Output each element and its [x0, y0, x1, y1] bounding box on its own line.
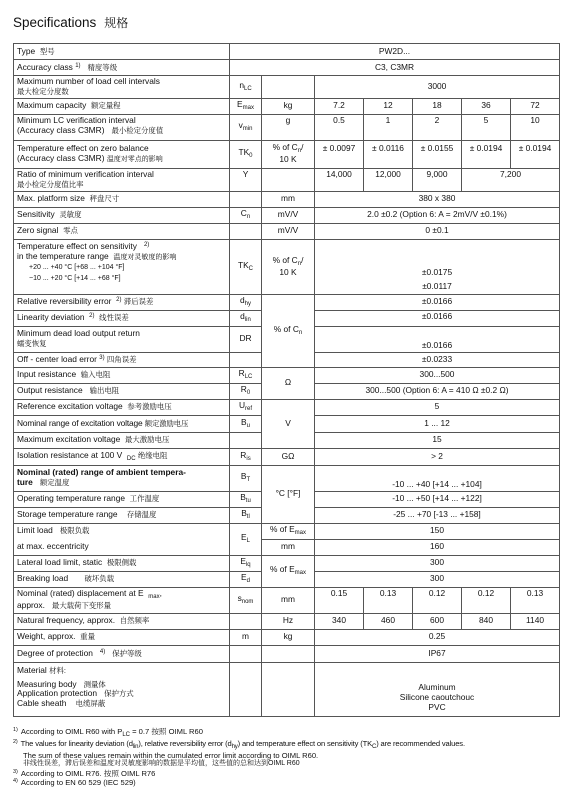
dlin-value: ±0.0166	[315, 310, 560, 326]
zero-unit: mV/V	[262, 223, 315, 239]
platform-label-cn: 秤盘尺寸	[89, 194, 120, 204]
type-label-cn: 型号	[39, 46, 55, 56]
footnote-ref: 2)	[116, 297, 122, 304]
elq-label-cn: 极限侧载	[106, 558, 137, 568]
footnote-ref: 4)	[99, 648, 106, 655]
title-cn: 规格	[104, 16, 129, 30]
type-value: PW2D...	[230, 44, 560, 60]
limit-label: Limit load	[17, 525, 53, 536]
ris-label: Isolation resistance at 100 V	[17, 449, 123, 460]
vmin-label: Minimum LC verification interval	[17, 114, 136, 125]
accuracy-label: Accuracy class	[17, 61, 73, 72]
rlc-label-cn: 输入电阻	[80, 370, 111, 380]
snom-label-cn: 最大载荷下变形量	[51, 601, 112, 611]
row-max-capacity	[14, 98, 560, 114]
tk0-value: ± 0.0155	[413, 140, 462, 168]
row-zero-signal	[14, 223, 560, 239]
snom-label-2: approx.	[17, 600, 45, 611]
type-label: Type	[17, 45, 36, 56]
sens-label-cn: 灵敏度	[59, 210, 82, 220]
dlin-label: Linearity deviation	[17, 312, 85, 323]
elq-value: 300	[315, 555, 560, 571]
dr-value: ±0.0166	[315, 326, 560, 352]
snom-unit: mm	[262, 587, 315, 613]
uref-label-cn: 参考激励电压	[127, 402, 172, 412]
dlin-symbol: $d_{lin}$	[230, 310, 262, 326]
tk0-label: Temperature effect on zero balance	[17, 143, 149, 154]
ris-symbol: $R_{is}$	[230, 448, 262, 465]
limit-label-cn: 极限负载	[59, 526, 90, 536]
accuracy-value: C3, C3MR	[230, 60, 560, 76]
ris-value: > 2	[315, 448, 560, 465]
row-platform-size	[14, 191, 560, 207]
nlc-label-cn: 最大检定分度数	[17, 86, 69, 96]
weight-symbol: m	[230, 629, 262, 645]
row-reference-voltage	[14, 399, 560, 415]
tkc-symbol: $TK_C$	[230, 239, 262, 294]
protect-label: Degree of protection	[17, 647, 93, 658]
maxv-label-cn: 最大激励电压	[125, 435, 170, 445]
btu-label: Operating temperature range	[17, 493, 126, 504]
tkc-label-2: in the temperature range	[17, 250, 109, 261]
accuracy-label-cn: 精度等级	[87, 62, 118, 72]
vmin-value: 10	[511, 114, 560, 140]
footnote-1: $^{1)}$ According to OIML R60 with $P_{LC} = 0.7$ 按照 OIML R60	[13, 727, 203, 738]
ris-unit: GΩ	[262, 448, 315, 465]
freq-label: Natural frequency, approx.	[17, 615, 116, 626]
footnotes	[13, 727, 561, 787]
emax-unit: kg	[262, 98, 315, 114]
row-input-resistance	[14, 367, 560, 383]
dr-label-cn: 蠕变恢复	[17, 339, 47, 349]
btl-label: Storage temperature range	[17, 509, 118, 520]
tk0-label-2: (Accuracy class C3MR)	[17, 153, 105, 164]
r0-label: Output resistance	[17, 385, 83, 396]
btu-label-cn: 工作温度	[129, 494, 160, 504]
bt-label-2: ture	[17, 477, 33, 488]
elq-symbol: $E_{lq}$	[230, 555, 262, 571]
temp-unit: °C [°F]	[262, 465, 315, 523]
sens-symbol: $C_n$	[230, 207, 262, 223]
ed-label-cn: 破坏负载	[84, 574, 115, 584]
zero-label-cn: 零点	[63, 226, 78, 236]
r0-value: 300...500 (Option 6: A = 410 Ω ±0.2 Ω)	[315, 383, 560, 399]
dlin-label-cn: 线性误差	[99, 313, 129, 323]
vmin-value: 1	[364, 114, 413, 140]
tk0-unit: % of $C_n/$ 10 K	[262, 140, 315, 168]
bt-value: -10 ... +40 [+14 ... +104]	[315, 465, 560, 491]
pct-cn-unit: % of $C_n$	[262, 294, 315, 367]
limit-value-1: 150	[315, 523, 560, 539]
sens-label: Sensitivity	[17, 209, 55, 220]
emax-label-cn: 额定量程	[91, 101, 121, 111]
emax-value: 18	[413, 98, 462, 114]
snom-label: Nominal (rated) displacement at E	[17, 588, 144, 599]
row-ambient-temp	[14, 465, 560, 491]
material-cable-cn: 电缆屏蔽	[75, 699, 106, 709]
bu-symbol: $B_u$	[230, 415, 262, 432]
tk0-symbol: $TK_0$	[230, 140, 262, 168]
weight-unit: kg	[262, 629, 315, 645]
snom-value: 0.12	[462, 587, 511, 613]
vmin-label-cn: 最小检定分度值	[111, 125, 164, 135]
tk0-value: ± 0.0097	[315, 140, 364, 168]
dr-label: Minimum dead load output return	[17, 328, 140, 339]
ohm-unit: Ω	[262, 367, 315, 399]
btl-symbol: $B_{tl}$	[230, 507, 262, 523]
emax-value: 12	[364, 98, 413, 114]
limit-unit-2: mm	[262, 539, 315, 555]
y-symbol: Y	[230, 168, 262, 191]
elq-label: Lateral load limit, static	[17, 557, 103, 568]
freq-label-cn: 自然频率	[119, 616, 150, 626]
snom-value: 0.15	[315, 587, 364, 613]
bt-symbol: $B_T$	[230, 465, 262, 491]
sens-unit: mV/V	[262, 207, 315, 223]
footnote-ref: 3)	[99, 354, 105, 361]
snom-symbol: $s_{nom}$	[230, 587, 262, 613]
r0-label-cn: 输出电阻	[89, 386, 120, 396]
vmin-value: 5	[462, 114, 511, 140]
tkc-range-2: −10 ... +20 °C [+14 ... +68 °F]	[29, 275, 121, 283]
tkc-label: Temperature effect on sensitivity	[17, 240, 137, 251]
nlc-label: Maximum number of load cell intervals	[17, 76, 160, 86]
rlc-symbol: $R_{LC}$	[230, 367, 262, 383]
platform-label: Max. platform size	[17, 193, 85, 204]
material-protection-value: Silicone caoutchouc	[399, 691, 475, 702]
row-isolation	[14, 448, 560, 465]
tkc-range-1: +20 ... +40 °C [+68 ... +104 °F]	[29, 263, 125, 271]
weight-label: Weight, approx.	[17, 631, 76, 642]
row-tkc	[14, 239, 560, 294]
emax-value: 72	[511, 98, 560, 114]
row-lateral-load	[14, 555, 560, 571]
dr-symbol: DR	[230, 326, 262, 352]
dhy-symbol: $d_{hy}$	[230, 294, 262, 310]
ed-label: Breaking load	[17, 573, 69, 584]
row-vmin	[14, 114, 560, 140]
uref-symbol: $U_{ref}$	[230, 399, 262, 415]
footnote-ref: 2)	[89, 313, 95, 320]
zero-label: Zero signal	[17, 225, 59, 236]
sens-value: 2.0 ±0.2 (Option 6: A = 2mV/V ±0.1%)	[315, 207, 560, 223]
ed-symbol: $E_d$	[230, 571, 262, 587]
dhy-label: Relative reversibility error	[17, 296, 112, 307]
footnote-2: $^{2)}$ The values for linearity deviation $(d_{lin})$, relative reversibility error $(d_{hy})$ and temperature effect on sensitivity $(TK_C)$ are recommended values.	[13, 739, 465, 751]
row-accuracy-class	[14, 60, 560, 76]
bu-label: Nominal range of excitation voltage	[17, 417, 143, 428]
limit-value-2: 160	[315, 539, 560, 555]
off-value: ±0.0233	[315, 352, 560, 367]
bu-label-cn: 额定激励电压	[144, 418, 189, 428]
y-value: 7,200	[462, 168, 560, 191]
weight-label-cn: 重量	[80, 632, 95, 642]
freq-value: 600	[413, 613, 462, 629]
row-limit-eccentricity	[14, 539, 560, 555]
tkc-value-1: ±0.0175	[421, 266, 453, 277]
footnote-2-line2: The sum of these values remain within the cumulated error limit according to OIML R60.	[23, 751, 319, 761]
vmin-label-2: (Accuracy class C3MR)	[17, 124, 105, 135]
off-label-cn: 四角误差	[106, 354, 137, 364]
uref-value: 5	[315, 399, 560, 415]
row-sensitivity	[14, 207, 560, 223]
tk0-value: ± 0.0194	[511, 140, 560, 168]
rlc-label: Input resistance	[17, 369, 77, 380]
freq-value: 460	[364, 613, 413, 629]
limit-symbol: $E_L$	[230, 523, 262, 555]
limit-label-2: at max. eccentricity	[14, 539, 230, 555]
row-displacement	[14, 587, 560, 613]
material-cable-label: Cable sheath	[17, 698, 67, 709]
row-weight	[14, 629, 560, 645]
platform-value: 380 x 380	[315, 191, 560, 207]
emax-value: 7.2	[315, 98, 364, 114]
btu-symbol: $B_{tu}$	[230, 491, 262, 507]
material-body-label: Measuring body	[17, 678, 77, 689]
weight-value: 0.25	[315, 629, 560, 645]
btl-label-cn: 存储温度	[126, 510, 157, 520]
bt-label-cn: 额定温度	[39, 478, 70, 488]
rlc-value: 300...500	[315, 367, 560, 383]
limit-unit-1: % of $E_{max}$	[262, 523, 315, 539]
tk0-value: ± 0.0116	[364, 140, 413, 168]
off-label: Off - center load error	[17, 353, 97, 364]
ris-dc: DC	[126, 455, 136, 462]
snom-label-end: ,	[159, 588, 162, 599]
snom-value: 0.13	[511, 587, 560, 613]
y-value: 14,000	[315, 168, 364, 191]
freq-value: 1140	[511, 613, 560, 629]
row-material	[14, 662, 560, 716]
material-label: Material	[17, 664, 47, 675]
tkc-label-cn: 温度对灵敏度的影响	[113, 253, 177, 261]
bt-label: Nominal (rated) range of ambient tempera-	[17, 467, 186, 478]
page-title	[13, 14, 128, 31]
material-body-value: Aluminum	[418, 681, 456, 692]
material-protection-label: Application protection	[17, 688, 98, 699]
freq-value: 840	[462, 613, 511, 629]
row-max-intervals	[14, 76, 560, 99]
material-cable-value: PVC	[428, 701, 446, 712]
row-tk0	[14, 140, 560, 168]
vmin-symbol: $v_{min}$	[230, 114, 262, 140]
ris-label-cn: 绝缘电阻	[137, 450, 168, 460]
btl-value: -25 ... +70 [-13 ... +158]	[315, 507, 560, 523]
btu-value: -10 ... +50 [+14 ... +122]	[315, 491, 560, 507]
row-protection	[14, 645, 560, 662]
dhy-value: ±0.0166	[315, 294, 560, 310]
volt-unit: V	[262, 399, 315, 448]
vmin-value: 0.5	[315, 114, 364, 140]
specifications-table	[13, 43, 560, 717]
row-ratio-y	[14, 168, 560, 191]
nlc-symbol: $n_{LC}$	[230, 76, 262, 99]
y-value: 12,000	[364, 168, 413, 191]
vmin-unit: g	[262, 114, 315, 140]
footnote-4: $^{4)}$ According to EN 60 529 (IEC 529)	[13, 777, 136, 787]
tk0-value: ± 0.0194	[462, 140, 511, 168]
protect-label-cn: 保护等级	[112, 648, 142, 658]
snom-value: 0.13	[364, 587, 413, 613]
nlc-value: 3000	[315, 76, 560, 99]
snom-value: 0.12	[413, 587, 462, 613]
y-label-cn: 最小检定分度值比率	[17, 179, 84, 189]
protect-value: IP67	[315, 645, 560, 662]
zero-value: 0 ±0.1	[315, 223, 560, 239]
emax-value: 36	[462, 98, 511, 114]
y-value: 9,000	[413, 168, 462, 191]
row-reversibility	[14, 294, 560, 310]
y-label: Ratio of minimum verification interval	[17, 168, 154, 179]
freq-value: 340	[315, 613, 364, 629]
footnote-3: $^{3)}$ According to OIML R76. 按照 OIML R76	[13, 768, 156, 778]
emax-symbol: $E_{max}$	[230, 98, 262, 114]
ed-value: 300	[315, 571, 560, 587]
footnote-ref: 2)	[143, 241, 150, 248]
bu-value: 1 ... 12	[315, 415, 560, 432]
row-natural-frequency	[14, 613, 560, 629]
r0-symbol: $R_0$	[230, 383, 262, 399]
footnote-2-line3: 非线性误差，滞后误差和温度对灵敏度影响的数据是平均值，这些值的总和达到OIML R60	[23, 760, 300, 768]
material-protection-cn: 保护方式	[104, 689, 134, 699]
tk0-label-cn: 温度对零点的影响	[106, 156, 163, 164]
freq-unit: Hz	[262, 613, 315, 629]
title-en: Specifications	[13, 15, 97, 30]
material-label-cn: 材料:	[49, 665, 66, 675]
vmin-value: 2	[413, 114, 462, 140]
tkc-value-2: ±0.0117	[422, 280, 452, 291]
pct-emax-unit: % of $E_{max}$	[262, 555, 315, 587]
dhy-label-cn: 滞后误差	[123, 297, 154, 307]
snom-label-sub: max	[148, 594, 160, 601]
maxv-label: Maximum excitation voltage	[17, 434, 121, 445]
row-limit-load	[14, 523, 560, 539]
footnote-ref: 1)	[75, 62, 81, 69]
row-type	[14, 44, 560, 60]
tkc-unit: % of $C_n/$ 10 K	[262, 239, 315, 294]
uref-label: Reference excitation voltage	[17, 401, 123, 412]
maxv-value: 15	[315, 432, 560, 448]
platform-unit: mm	[262, 191, 315, 207]
material-body-cn: 测量体	[83, 679, 106, 689]
emax-label: Maximum capacity	[17, 100, 87, 111]
